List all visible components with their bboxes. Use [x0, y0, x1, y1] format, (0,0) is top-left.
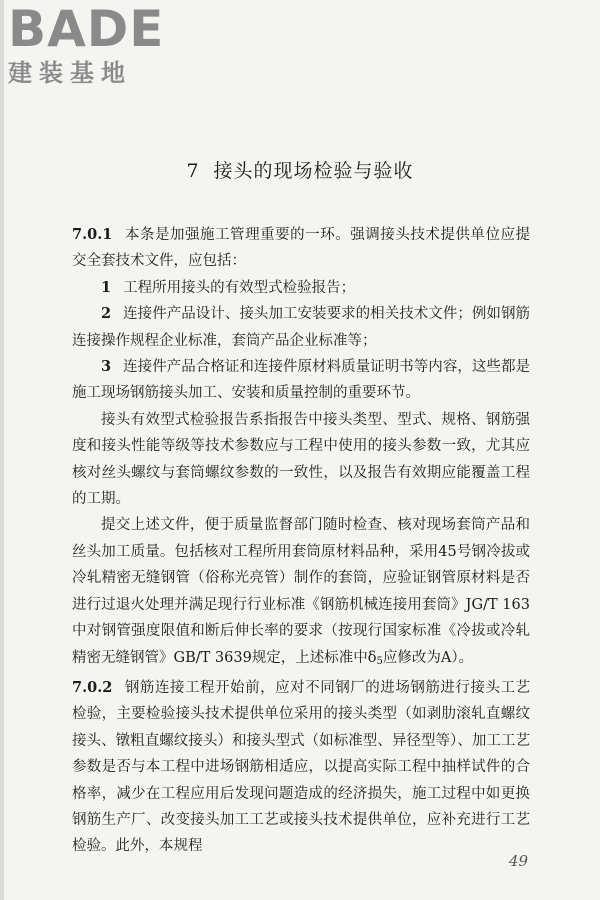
list-item-text: 工程所用接头的有效型式检验报告； — [123, 279, 356, 296]
document-body — [72, 222, 530, 860]
page-number: 49 — [508, 852, 528, 870]
list-item-number: 1 — [101, 278, 112, 296]
chapter-title-text: 接头的现场检验与验收 — [213, 160, 414, 182]
logo-tagline: 建装基地 — [8, 59, 132, 87]
paragraph — [72, 512, 530, 674]
list-item — [72, 301, 530, 354]
paragraph-text-end: 应修改为A）。 — [382, 649, 474, 666]
list-item-text: 连接件产品设计、接头加工安装要求的相关技术文件；例如钢筋连接操作规程企业标准，套筒产品企业标准等； — [72, 306, 530, 349]
page-edge — [0, 0, 4, 900]
paragraph: 接头有效型式检验报告系指报告中接头类型、型式、规格、钢筋强度和接头性能等级等技术参数应与工程中使用的接头参数一致，尤其应核对丝头螺纹与套筒螺纹参数的一致性，以及报告有效期应能覆盖工程的工期。 — [72, 411, 530, 508]
list-item-number: 3 — [101, 358, 112, 376]
clause-text: 钢筋连接工程开始前，应对不同钢厂的进场钢筋进行接头工艺检验，主要检验接头技术提供单位采用的接头类型（如剥肋滚轧直螺纹接头、镦粗直螺纹接头）和接头型式（如标准型、异径型等）、加工工艺参数是否与本工程中进场钢筋相适应，以提高实际工程中抽样试件的合格率，减少在工程应用后发现问题造成的经济损失，施工过程中如更换钢筋生产厂、改变接头加工工艺或接头技术提供单位，应补充进行工艺检验。此外，本规程 — [72, 679, 530, 855]
brand-logo — [8, 0, 178, 94]
paragraph-text: 提交上述文件，便于质量监督部门随时检查、核对现场套筒产品和丝头加工质量。包括核对工程所用套筒原材料品种，采用45号钢冷拔或冷轧精密无缝钢管（俗称光亮管）制作的套筒，应验证钢管原材料是否进行过退火处理并满足现行行业标准《钢筋机械连接用套筒》JG/T 163中对钢管强度限值和断后伸长率的要求（按现行国家标准《冷拔或冷轧精密无缝钢管》GB/T 3639规定，上述标准中δ — [72, 517, 530, 666]
list-item-number: 2 — [101, 305, 112, 323]
list-item-text: 连接件产品合格证和连接件原材料质量证明书等内容，这些都是施工现场钢筋接头加工、安装和质量控制的重要环节。 — [72, 359, 530, 402]
clause-7-0-2 — [72, 675, 530, 860]
clause-number: 7.0.2 — [72, 678, 113, 696]
list-item — [72, 275, 530, 301]
list-item — [72, 354, 530, 407]
chapter-number: 7 — [186, 160, 200, 182]
clause-intro-text: 本条是加强施工管理重要的一环。强调接头技术提供单位应提交全套技术文件，应包括： — [72, 227, 530, 270]
logo-wordmark: BADE — [8, 0, 165, 58]
chapter-title — [0, 156, 600, 183]
clause-7-0-1-intro — [72, 222, 530, 275]
delta-subscript: 5 — [376, 655, 383, 667]
clause-number: 7.0.1 — [72, 226, 113, 243]
